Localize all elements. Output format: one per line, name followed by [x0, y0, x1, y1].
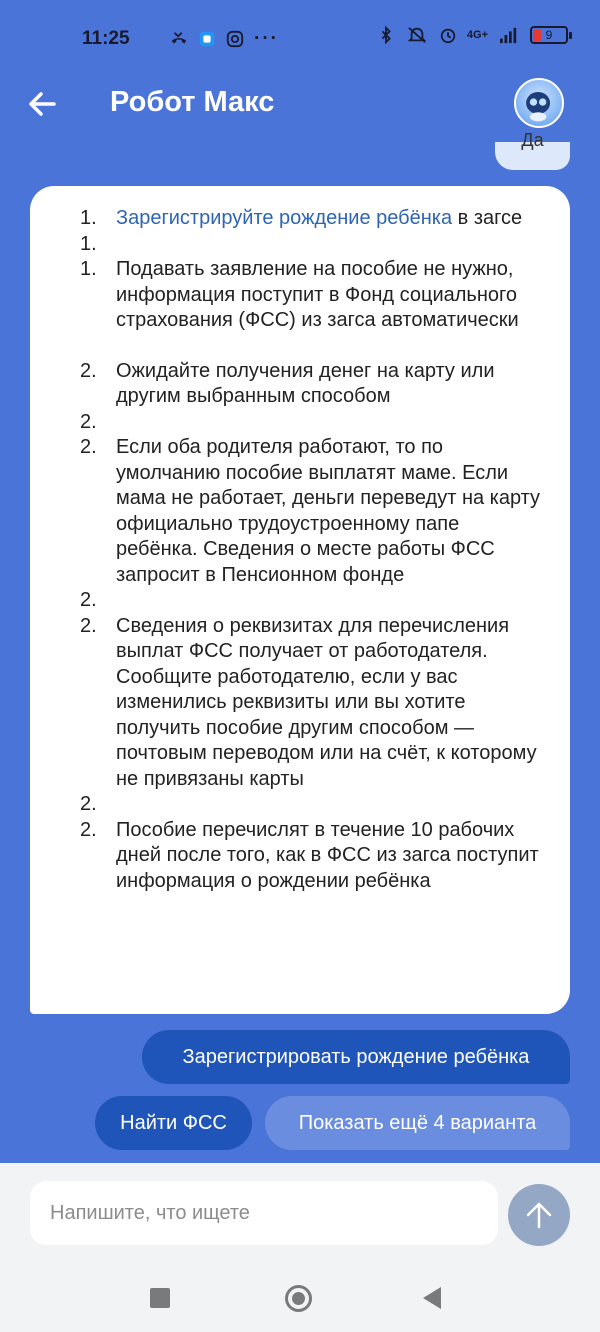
- alarm-icon: [439, 26, 457, 44]
- list-item: 2.: [80, 793, 97, 815]
- bot-avatar[interactable]: [514, 78, 564, 128]
- status-notification-icons: [132, 28, 279, 50]
- find-fss-button[interactable]: Найти ФСС: [95, 1096, 252, 1150]
- system-back-button-icon[interactable]: [423, 1287, 441, 1309]
- list-item: 1. Зарегистрируйте рождение ребёнка в загсе: [80, 207, 523, 229]
- home-button-icon[interactable]: [285, 1285, 312, 1312]
- missed-call-icon: [170, 30, 188, 48]
- list-item: 2.: [80, 589, 97, 611]
- status-time: 11:25: [82, 28, 130, 49]
- back-arrow-icon[interactable]: [24, 84, 64, 124]
- instagram-icon: [226, 30, 244, 48]
- message-composer: [0, 1163, 600, 1263]
- network-type-label: 4G+: [466, 29, 488, 41]
- list-item: 1. Подавать заявление на пособие не нужно, информация поступит в Фонд социального страхования (ФСС) из загса автоматически: [80, 258, 519, 331]
- list-item: 1.: [80, 232, 97, 255]
- list-spacer: [80, 334, 544, 359]
- mute-alarm-icon: [405, 26, 429, 44]
- robot-icon: [516, 80, 562, 126]
- battery-level: 9: [545, 28, 553, 42]
- more-notifications-icon: ···: [254, 28, 279, 49]
- app-header: [0, 78, 600, 138]
- page-title: Робот Макс: [110, 86, 275, 118]
- list-item: 2. Ожидайте получения денег на карту или другим выбранным способом: [80, 359, 495, 407]
- list-item: 2. Сведения о реквизитах для перечисления выплат ФСС получает от работодателя. Сообщите работодателю, если у вас изменились реквизиты или вы хотите получить пособие другим способом — почтовым переводом или на счёт, к которому не привязаны карты: [80, 614, 537, 790]
- list-item: 2. Пособие перечислят в течение 10 рабочих дней после того, как в ФСС из загса поступит информация о рождении ребёнка: [80, 818, 539, 892]
- recents-button-icon[interactable]: [150, 1288, 170, 1308]
- messenger-app-icon: [198, 30, 216, 48]
- system-nav-bar: [0, 1263, 600, 1332]
- user-message-bubble: [495, 130, 570, 170]
- send-button[interactable]: [508, 1184, 570, 1246]
- signal-icon: [498, 26, 520, 44]
- show-more-options-button[interactable]: Показать ещё 4 варианта: [265, 1096, 570, 1150]
- bot-message-list: [80, 206, 544, 894]
- bluetooth-icon: [377, 26, 395, 44]
- register-birth-button[interactable]: Зарегистрировать рождение ребёнка: [142, 1030, 570, 1084]
- arrow-up-icon: [524, 1200, 554, 1230]
- list-item: 2. Если оба родителя работают, то по умолчанию пособие выплатят маме. Если мама не работает, деньги переведут на карту официально трудоустроенному папе ребёнка. Сведения о месте работы ФСС запросит в Пенсионном фонде: [80, 436, 541, 586]
- register-birth-link[interactable]: Зарегистрируйте рождение ребёнка: [116, 207, 453, 229]
- list-item: 2.: [80, 410, 97, 433]
- battery-icon: [530, 26, 568, 44]
- status-bar: [0, 0, 600, 78]
- bot-message-card: [30, 186, 570, 1014]
- user-message-text: Да: [521, 130, 544, 150]
- message-input[interactable]: [30, 1181, 498, 1245]
- status-system-icons: [377, 26, 568, 44]
